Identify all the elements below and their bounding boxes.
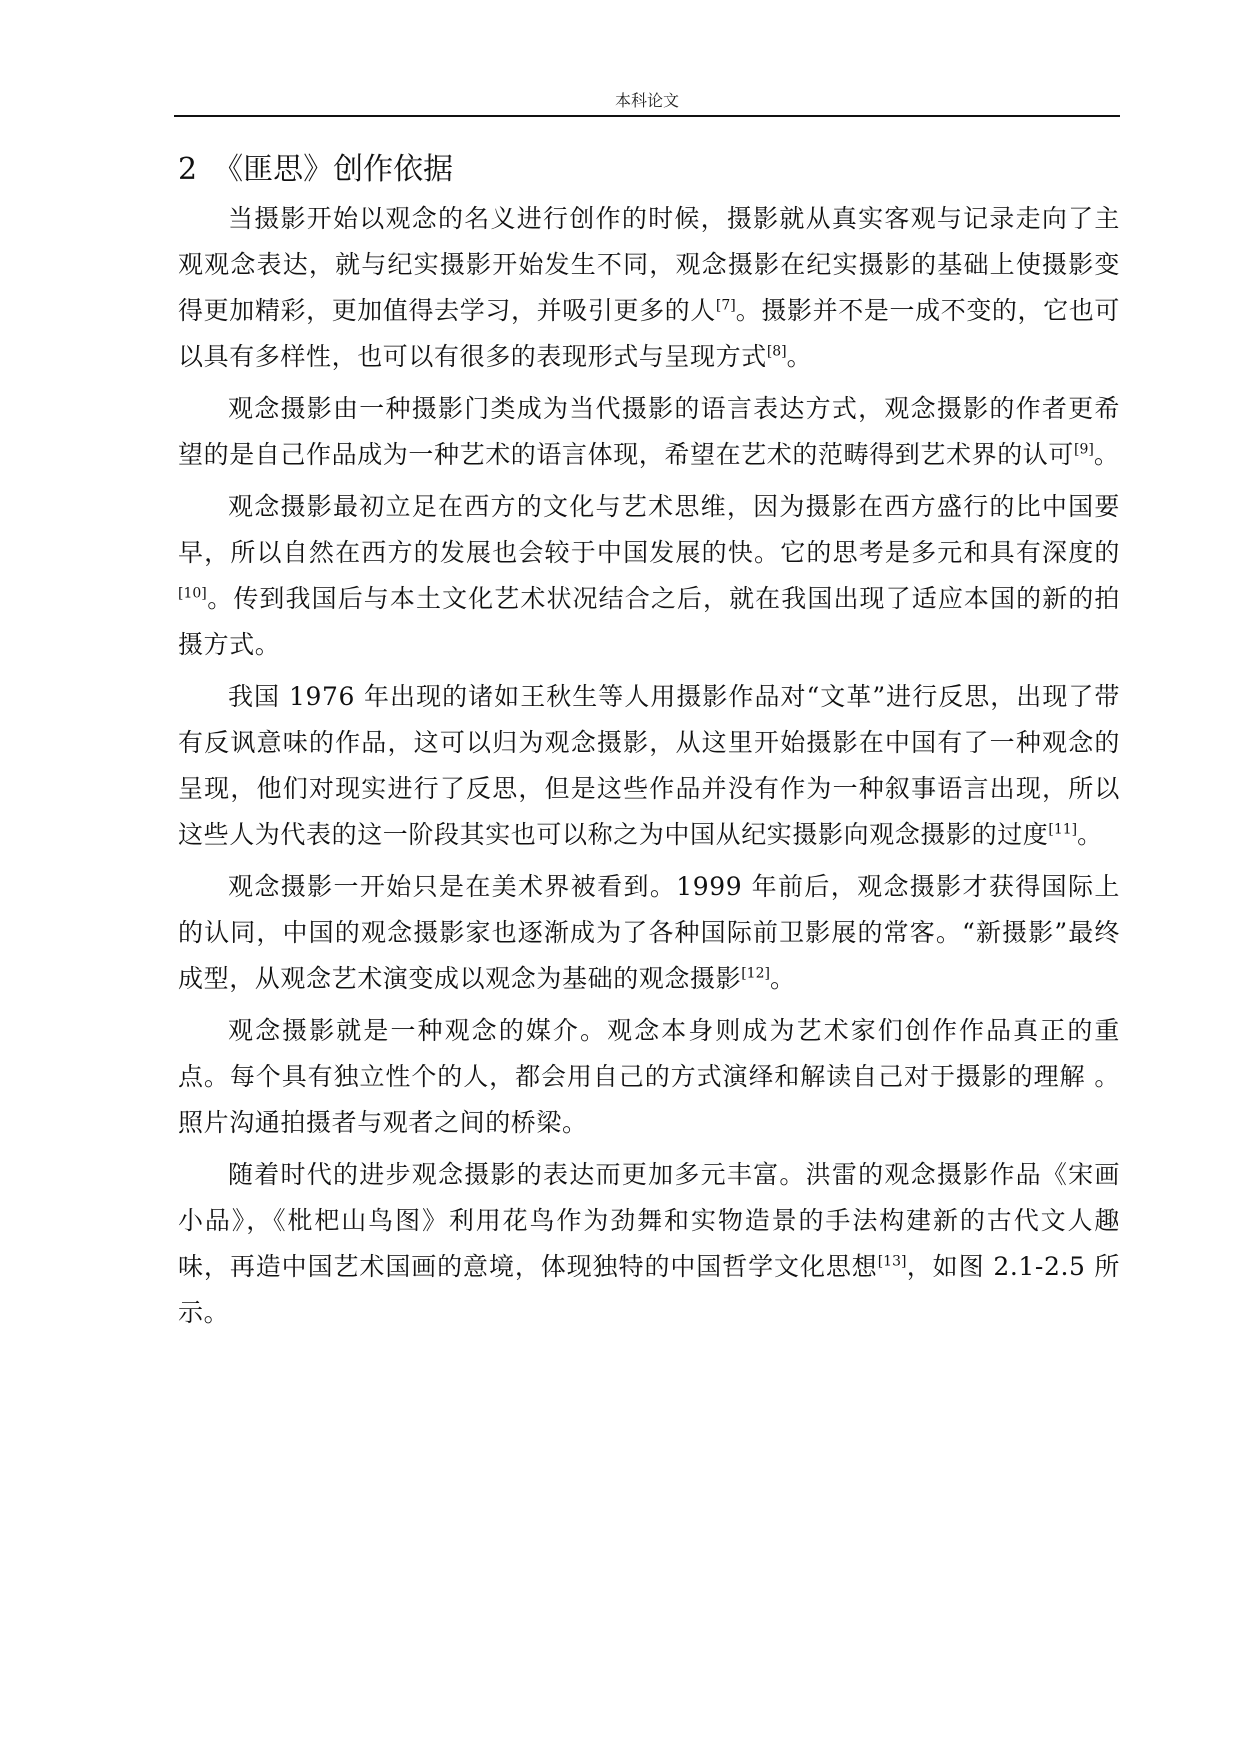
section-title: 《匪思》创作依据 (213, 152, 454, 187)
section-heading (178, 148, 453, 192)
citation-marker: [8] (766, 343, 787, 360)
citation-marker: [13] (877, 1253, 907, 1270)
citation-marker: [11] (1048, 821, 1078, 838)
paragraph-text: 。 (1093, 440, 1120, 469)
citation-marker: [12] (741, 965, 770, 982)
paragraph-text: 观念摄影就是一种观念的媒介。观念本身则成为艺术家们创作作品真正的重点。每个具有独立性个的人，都会用自己的方式演绎和解读自己对于摄影的理解 。照片沟通拍摄者与观者之间的桥梁。 (178, 1016, 1120, 1137)
paragraph-text: ，如图 2.1-2.5 所示。 (178, 1252, 1120, 1327)
paragraph-text: 我国 1976 年出现的诸如王秋生等人用摄影作品对“文革”进行反思，出现了带有反讽意味的作品，这可以归为观念摄影，从这里开始摄影在中国有了一种观念的呈现，他们对现实进行了反思，但是这些作品并没有作为一种叙事语言出现，所以这些人为代表的这一阶段其实也可以称之为中国从纪实摄影向观念摄影的过度 (178, 682, 1120, 849)
citation-marker: [10] (178, 585, 207, 602)
paragraph (178, 484, 1120, 668)
paragraph (178, 674, 1120, 858)
paragraph-text: 观念摄影最初立足在西方的文化与艺术思维，因为摄影在西方盛行的比中国要早，所以自然在西方的发展也会较于中国发展的快。它的思考是多元和具有深度的 (178, 492, 1120, 567)
paragraph (178, 196, 1120, 380)
paragraph (178, 864, 1120, 1002)
body-text (178, 196, 1120, 1342)
paragraph (178, 1152, 1120, 1336)
paragraph (178, 386, 1120, 478)
paragraph (178, 1008, 1120, 1146)
header-title: 本科论文 (614, 91, 679, 110)
citation-marker: [7] (715, 297, 736, 314)
paragraph-text: 观念摄影由一种摄影门类成为当代摄影的语言表达方式，观念摄影的作者更希望的是自己作品成为一种艺术的语言体现，希望在艺术的范畴得到艺术界的认可 (178, 394, 1120, 469)
paragraph-text: 。传到我国后与本土文化艺术状况结合之后，就在我国出现了适应本国的新的拍摄方式。 (178, 584, 1120, 659)
paragraph-text: 。 (1077, 820, 1103, 849)
paragraph-text: 。 (769, 964, 796, 993)
paragraph-text: 。摄影并不是一成不变的，它也可以具有多样性，也可以有很多的表现形式与呈现方式 (178, 296, 1120, 371)
paragraph-text: 。 (786, 342, 813, 371)
paragraph-text: 随着时代的进步观念摄影的表达而更加多元丰富。洪雷的观念摄影作品《宋画小品》，《枇杷山鸟图》利用花鸟作为劲舞和实物造景的手法构建新的古代文人趣味，再造中国艺术国画的意境，体现独特的中国哲学文化思想 (178, 1160, 1120, 1281)
paragraph-text: 当摄影开始以观念的名义进行创作的时候，摄影就从真实客观与记录走向了主观观念表达，就与纪实摄影开始发生不同，观念摄影在纪实摄影的基础上使摄影变得更加精彩，更加值得去学习，并吸引更多的人 (178, 204, 1120, 325)
citation-marker: [9] (1074, 441, 1094, 458)
page-header (174, 86, 1120, 116)
section-number: 2 (178, 152, 198, 187)
header-rule (174, 115, 1120, 117)
paragraph-text: 观念摄影一开始只是在美术界被看到。1999 年前后，观念摄影才获得国际上的认同，中国的观念摄影家也逐渐成为了各种国际前卫影展的常客。“新摄影”最终成型，从观念艺术演变成以观念为基础的观念摄影 (178, 872, 1120, 993)
